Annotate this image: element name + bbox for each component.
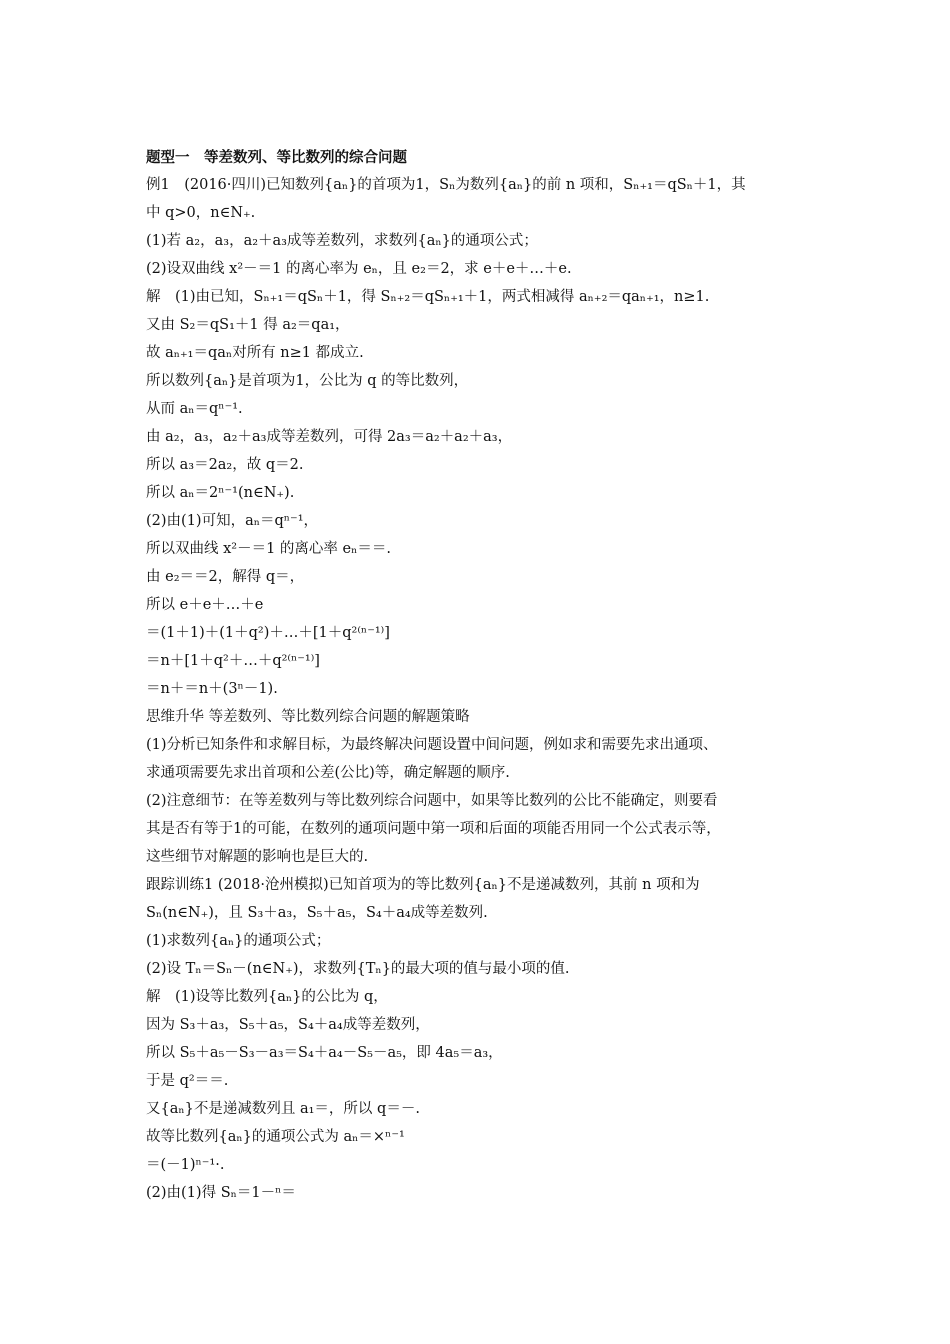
- example-1-statement-cont: 中 q>0，n∈N₊.: [146, 205, 256, 221]
- exercise-solution-line: 故等比数列{aₙ}的通项公式为 aₙ＝×ⁿ⁻¹: [146, 1129, 405, 1145]
- exercise-solution-line: (2)由(1)得 Sₙ＝1－ⁿ＝: [146, 1185, 296, 1201]
- section-heading: 题型一 等差数列、等比数列的综合问题: [146, 149, 407, 166]
- strategy-heading: 思维升华 等差数列、等比数列综合问题的解题策略: [146, 709, 470, 725]
- solution-line: ＝(1＋1)＋(1＋q²)＋…＋[1＋q²⁽ⁿ⁻¹⁾]: [146, 625, 390, 641]
- strategy-point-2-cont: 这些细节对解题的影响也是巨大的.: [146, 849, 369, 865]
- solution-line: 所以数列{aₙ}是首项为1，公比为 q 的等比数列，: [146, 373, 469, 389]
- solution-line: (2)由(1)可知，aₙ＝qⁿ⁻¹，: [146, 513, 319, 529]
- exercise-solution-line: ＝(－1)ⁿ⁻¹·.: [146, 1157, 225, 1173]
- strategy-point-2: (2)注意细节：在等差数列与等比数列综合问题中，如果等比数列的公比不能确定，则要看: [146, 793, 718, 809]
- solution-line: 所以 aₙ＝2ⁿ⁻¹(n∈N₊).: [146, 485, 295, 501]
- strategy-point-1: (1)分析已知条件和求解目标，为最终解决问题设置中间问题，例如求和需要先求出通项、: [146, 737, 718, 753]
- strategy-point-2-cont: 其是否有等于1的可能，在数列的通项问题中第一项和后面的项能否用同一个公式表示等，: [146, 821, 721, 837]
- solution-line: ＝n＋＝n＋(3ⁿ－1).: [146, 681, 278, 697]
- solution-line: 又由 S₂＝qS₁＋1 得 a₂＝qa₁，: [146, 317, 350, 333]
- solution-line: 故 aₙ₊₁＝qaₙ对所有 n≥1 都成立.: [146, 345, 364, 361]
- exercise-1-statement-cont: Sₙ(n∈N₊)，且 S₃＋a₃，S₅＋a₅，S₄＋a₄成等差数列.: [146, 905, 488, 921]
- exercise-solution-line: 又{aₙ}不是递减数列且 a₁＝，所以 q＝－.: [146, 1101, 420, 1117]
- exercise-1-statement: 跟踪训练1 (2018·沧州模拟)已知首项为的等比数列{aₙ}不是递减数列，其前 n 项和为: [146, 877, 700, 893]
- exercise-1-part-1: (1)求数列{aₙ}的通项公式；: [146, 933, 331, 949]
- solution-line: 从而 aₙ＝qⁿ⁻¹.: [146, 401, 243, 417]
- exercise-solution-line: 所以 S₅＋a₅－S₃－a₃＝S₄＋a₄－S₅－a₅，即 4a₅＝a₃，: [146, 1045, 503, 1061]
- exercise-solution-line: 于是 q²＝＝.: [146, 1073, 229, 1089]
- exercise-1-part-2: (2)设 Tₙ＝Sₙ－(n∈N₊)，求数列{Tₙ}的最大项的值与最小项的值.: [146, 961, 570, 977]
- strategy-point-1-cont: 求通项需要先求出首项和公差(公比)等，确定解题的顺序.: [146, 765, 510, 781]
- solution-line: 所以 a₃＝2a₂，故 q＝2.: [146, 457, 304, 473]
- example-1-part-2: (2)设双曲线 x²－＝1 的离心率为 eₙ，且 e₂＝2，求 e＋e＋…＋e.: [146, 261, 572, 277]
- solution-line: 所以双曲线 x²－＝1 的离心率 eₙ＝＝.: [146, 541, 392, 557]
- example-1-part-1: (1)若 a₂，a₃，a₂＋a₃成等差数列，求数列{aₙ}的通项公式；: [146, 233, 538, 249]
- solution-line: 由 a₂，a₃，a₂＋a₃成等差数列，可得 2a₃＝a₂＋a₂＋a₃，: [146, 429, 513, 445]
- solution-line: 解 (1)由已知，Sₙ₊₁＝qSₙ＋1，得 Sₙ₊₂＝qSₙ₊₁＋1，两式相减得 aₙ₊₂＝qaₙ₊₁，n≥1.: [146, 289, 710, 305]
- solution-line: 由 e₂＝＝2，解得 q＝，: [146, 569, 305, 585]
- example-1-statement: 例1 (2016·四川)已知数列{aₙ}的首项为1，Sₙ为数列{aₙ}的前 n 项和，Sₙ₊₁＝qSₙ＋1，其: [146, 177, 746, 193]
- solution-line: 所以 e＋e＋…＋e: [146, 597, 264, 613]
- solution-line: ＝n＋[1＋q²＋…＋q²⁽ⁿ⁻¹⁾]: [146, 653, 320, 669]
- exercise-solution-line: 解 (1)设等比数列{aₙ}的公比为 q，: [146, 989, 388, 1005]
- exercise-solution-line: 因为 S₃＋a₃，S₅＋a₅，S₄＋a₄成等差数列，: [146, 1017, 430, 1033]
